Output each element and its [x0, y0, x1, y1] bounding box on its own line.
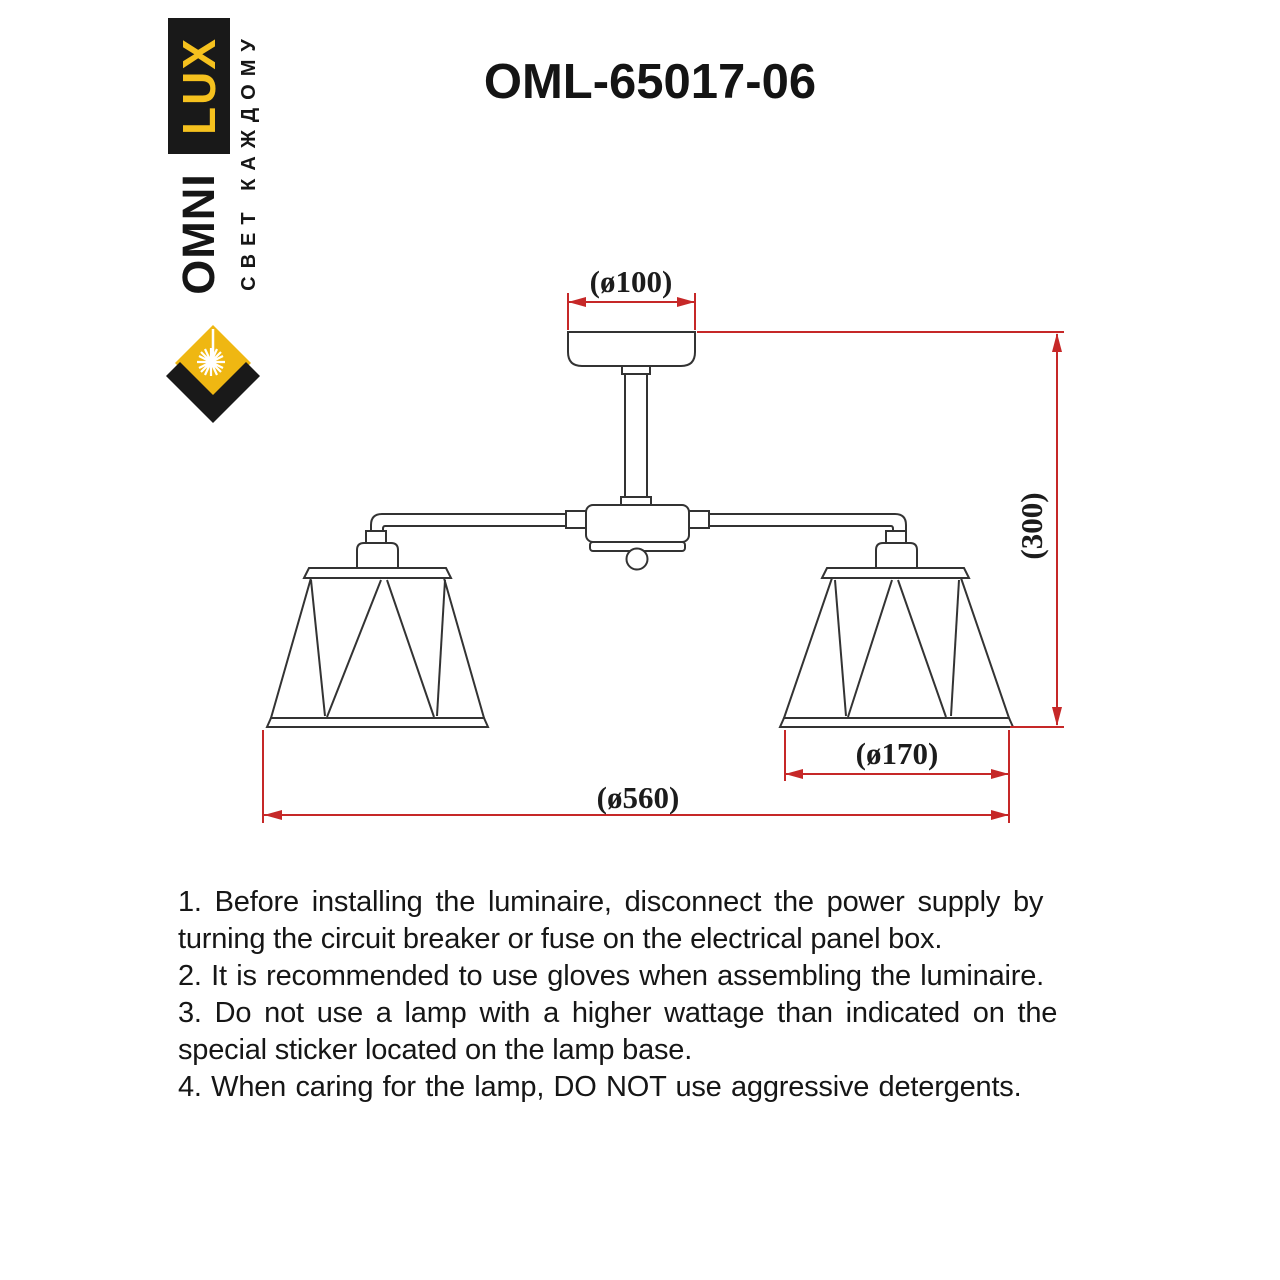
dim-label-shade-diameter: (ø170)	[855, 736, 939, 771]
brand-tagline-box	[234, 12, 264, 310]
instruction-line: special sticker located on the lamp base.	[178, 1034, 693, 1066]
brand-lux-box	[168, 18, 230, 154]
omnilux-diamond-logo	[166, 325, 260, 423]
left-arm	[371, 514, 566, 531]
instruction-line: 1. Before installing the luminaire, disconnect the power supply by	[178, 886, 1044, 918]
right-shade-body	[784, 578, 1009, 718]
dim-label-overall-height: (300)	[1014, 492, 1049, 560]
right-arm	[709, 514, 906, 531]
ceiling-canopy	[568, 332, 695, 366]
hub-right-connector	[689, 511, 709, 528]
left-socket-cup	[357, 543, 398, 568]
right-shade-top-ring	[822, 568, 969, 578]
instructions-block	[178, 884, 1118, 1106]
fixture-outline	[267, 332, 1013, 727]
left-socket-neck	[366, 531, 386, 543]
hub-body	[586, 505, 689, 542]
instruction-line: 4. When caring for the lamp, DO NOT use aggressive detergents.	[178, 1071, 1022, 1103]
left-shade-bottom-ring	[267, 718, 488, 727]
right-socket-cup	[876, 543, 917, 568]
stem-bottom-collar	[621, 497, 651, 505]
left-shade-top-ring	[304, 568, 451, 578]
brand-omni-box	[172, 156, 226, 312]
lamp-burst-icon	[197, 348, 225, 376]
brand-omni-label: OMNI	[173, 173, 224, 295]
instruction-line: turning the circuit breaker or fuse on the electrical panel box.	[178, 923, 943, 955]
instruction-line: 2. It is recommended to use gloves when assembling the luminaire.	[178, 960, 1044, 992]
model-number-title: OML-65017-06	[483, 55, 817, 109]
right-socket-neck	[886, 531, 906, 543]
stem-tube	[625, 374, 647, 497]
left-shade-body	[271, 578, 484, 718]
right-shade-bottom-ring	[780, 718, 1013, 727]
brand-lux-label: LUX	[173, 37, 225, 135]
hub-left-connector	[566, 511, 586, 528]
instruction-line: 3. Do not use a lamp with a higher wattage than indicated on the	[178, 997, 1058, 1029]
dim-label-canopy-diameter: (ø100)	[589, 264, 673, 299]
hub-finial-ball	[627, 549, 648, 570]
stem-top-collar	[622, 366, 650, 374]
brand-tagline-label: СВЕТ КАЖДОМУ	[238, 31, 260, 291]
dim-label-overall-diameter: (ø560)	[596, 780, 680, 815]
